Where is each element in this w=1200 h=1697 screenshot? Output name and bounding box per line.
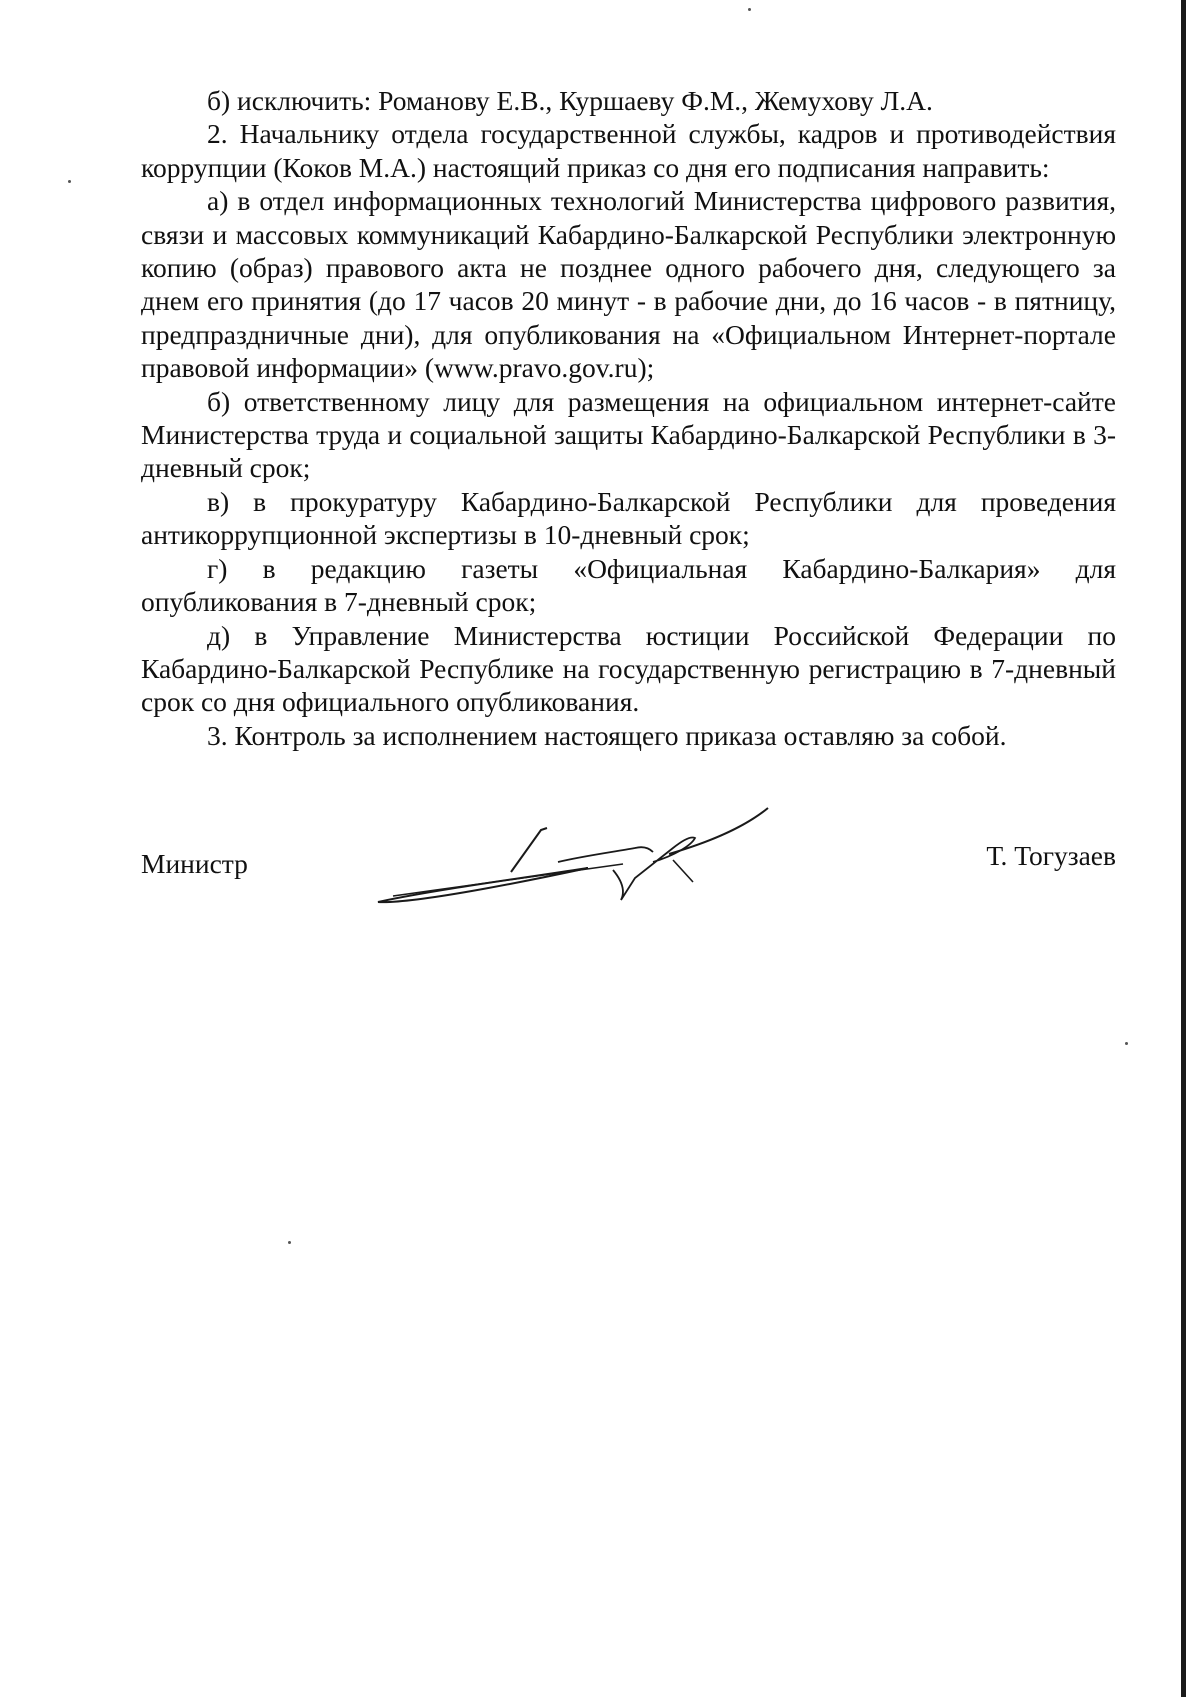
paragraph-item-2: 2. Начальнику отдела государственной службы, кадров и противодействия коррупции (Коков М.А.) настоящий приказ со дня его подписания направить:	[141, 118, 1116, 183]
scan-speck	[1125, 1042, 1128, 1045]
paragraph-item-2a: а) в отдел информационных технологий Министерства цифрового развития, связи и массовых коммуникаций Кабардино-Балкарской Республики электронную копию (образ) правового акта не позднее одного рабочего дня, следующего за днем его принятия (до 17 часов 20 минут - в рабочие дни, до 16 часов - в пятницу, предпраздничные дни), для опубликования на «Официальном Интернет-портале правовой информации» (www.pravo.gov.ru);	[141, 185, 1116, 384]
paragraph-item-2v: в) в прокуратуру Кабардино-Балкарской Республики для проведения антикоррупционной экспертизы в 10-дневный срок;	[141, 485, 1116, 551]
signatory-name: Т. Тогузаев	[986, 840, 1116, 871]
signature-block	[141, 800, 1116, 920]
paragraph-item-3: 3. Контроль за исполнением настоящего приказа оставляю за собой.	[207, 719, 1007, 751]
document-body	[141, 84, 1116, 752]
paragraph-exclude: б) исключить: Романову Е.В., Куршаеву Ф.М., Жемухову Л.А.	[207, 85, 933, 116]
scan-speck	[288, 1241, 291, 1244]
scan-page-edge	[1181, 0, 1186, 1697]
scan-speck	[68, 180, 71, 183]
signatory-title: Министр	[141, 848, 248, 879]
handwritten-signature	[373, 800, 793, 920]
paragraph-item-2d: д) в Управление Министерства юстиции Российской Федерации по Кабардино-Балкарской Республике на государственную регистрацию в 7-дневный срок со дня официального опубликования.	[141, 619, 1116, 718]
scan-speck	[748, 8, 751, 11]
paragraph-item-2b: б) ответственному лицу для размещения на официальном интернет-сайте Министерства труда и социальной защиты Кабардино-Балкарской Республики в 3-дневный срок;	[141, 385, 1116, 484]
paragraph-item-2g: г) в редакцию газеты «Официальная Кабардино-Балкария» для опубликования в 7-дневный срок;	[141, 552, 1116, 618]
